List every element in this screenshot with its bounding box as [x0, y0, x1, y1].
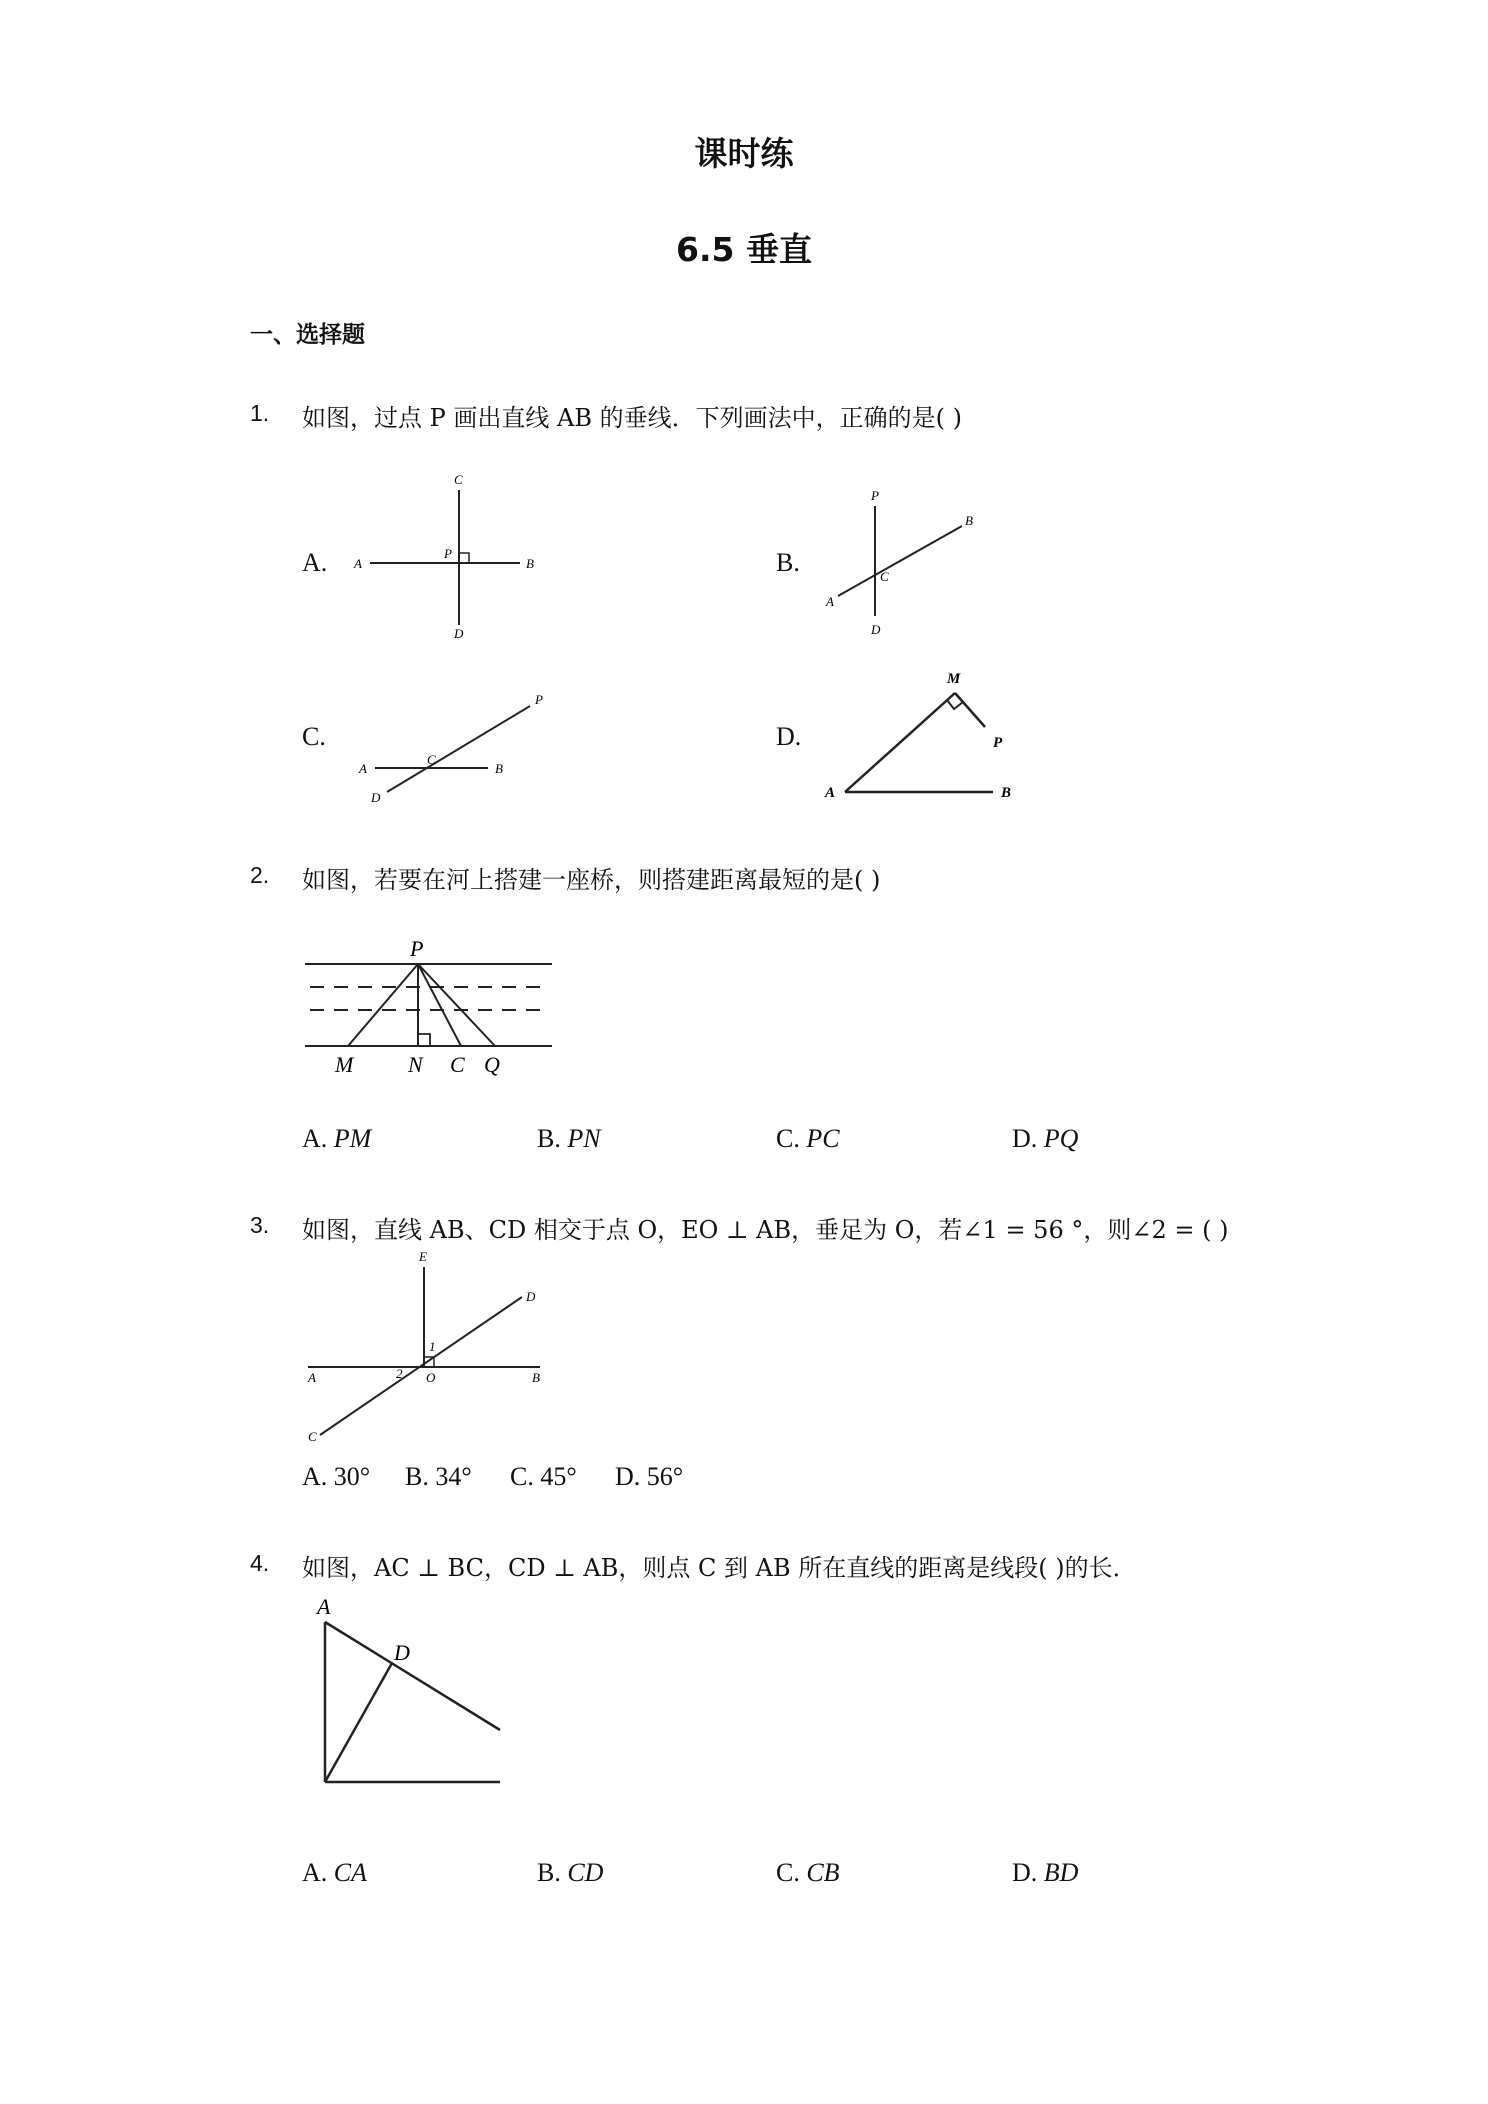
q4-option-b[interactable]: B. CD	[537, 1858, 604, 1887]
point-c-label: C	[880, 569, 889, 584]
point-d-label: D	[526, 1289, 536, 1304]
q1-option-d-label[interactable]: D.	[776, 722, 802, 751]
q4-option-c[interactable]: C. CB	[776, 1858, 840, 1887]
q3-option-b[interactable]: B. 34°	[405, 1462, 472, 1491]
q1-figure-a	[340, 470, 560, 650]
question-text-1: 如图，过点 P 画出直线 AB 的垂线．下列画法中，正确的是( )	[302, 404, 962, 432]
question-number-4: 4.	[250, 1550, 270, 1576]
point-d-label: D	[371, 790, 381, 805]
angle-1-label: 1	[429, 1339, 436, 1354]
q1-option-a-label[interactable]: A.	[302, 548, 328, 577]
q2-option-c[interactable]: C. PC	[776, 1124, 840, 1153]
section-heading: 一、选择题	[250, 322, 365, 348]
question-number-2: 2.	[250, 862, 270, 888]
point-d-label: D	[871, 622, 881, 637]
q3-option-a[interactable]: A. 30°	[302, 1462, 371, 1491]
q1-option-c-label[interactable]: C.	[302, 722, 326, 751]
point-n-label: N	[408, 1052, 423, 1077]
point-m-label: M	[947, 671, 961, 687]
q1-option-b-label[interactable]: B.	[776, 548, 800, 577]
point-p-label: P	[871, 488, 879, 503]
point-p-label: P	[410, 936, 424, 961]
question-number-3: 3.	[250, 1212, 270, 1238]
point-c-label: C	[308, 1429, 317, 1444]
question-text-3: 如图，直线 AB、CD 相交于点 O，EO ⊥ AB，垂足为 O，若∠1 = 56 °，则∠2 = ( )	[302, 1216, 1229, 1244]
point-b-label: B	[526, 556, 534, 571]
lesson-subtitle: 6.5 垂直	[676, 230, 812, 269]
point-a-label: A	[825, 785, 836, 801]
point-b-label: B	[965, 513, 973, 528]
q4-figure	[300, 1590, 520, 1800]
point-a-label: A	[826, 594, 834, 609]
q2-option-d[interactable]: D. PQ	[1012, 1124, 1079, 1153]
point-d-label: D	[394, 1640, 410, 1665]
point-p-label: P	[535, 692, 543, 707]
q3-option-d[interactable]: D. 56°	[615, 1462, 684, 1491]
q2-option-a[interactable]: A. PM	[302, 1124, 372, 1153]
point-e-label: E	[419, 1249, 427, 1264]
point-b-label: B	[1001, 785, 1012, 801]
q3-figure	[300, 1245, 570, 1445]
point-p-label: P	[993, 735, 1003, 751]
q1-figure-d	[815, 665, 1025, 815]
q1-figure-c	[345, 680, 575, 810]
point-q-label: Q	[484, 1052, 500, 1077]
point-b-label: B	[532, 1370, 540, 1385]
question-text-4: 如图，AC ⊥ BC，CD ⊥ AB，则点 C 到 AB 所在直线的距离是线段( )的长．	[302, 1554, 1137, 1582]
point-p-label: P	[444, 546, 452, 561]
question-text-2: 如图，若要在河上搭建一座桥，则搭建距离最短的是( )	[302, 866, 881, 894]
point-o-label: O	[426, 1370, 436, 1385]
point-d-label: D	[454, 626, 464, 641]
point-c-label: C	[450, 1052, 465, 1077]
q4-option-d[interactable]: D. BD	[1012, 1858, 1079, 1887]
page-title: 课时练	[694, 134, 794, 173]
point-c-label: C	[427, 752, 436, 767]
point-m-label: M	[335, 1052, 354, 1077]
angle-2-label: 2	[396, 1366, 403, 1381]
q2-river-figure	[300, 930, 570, 1080]
point-b-label: B	[495, 761, 503, 776]
point-a-label: A	[317, 1594, 331, 1619]
point-a-label: A	[308, 1370, 316, 1385]
point-a-label: A	[359, 761, 367, 776]
q4-option-a[interactable]: A. CA	[302, 1858, 368, 1887]
q2-option-b[interactable]: B. PN	[537, 1124, 601, 1153]
q3-option-c[interactable]: C. 45°	[510, 1462, 577, 1491]
q1-figure-b	[810, 478, 990, 648]
point-c-label: C	[454, 472, 463, 487]
question-number-1: 1.	[250, 400, 270, 426]
point-a-label: A	[354, 556, 362, 571]
